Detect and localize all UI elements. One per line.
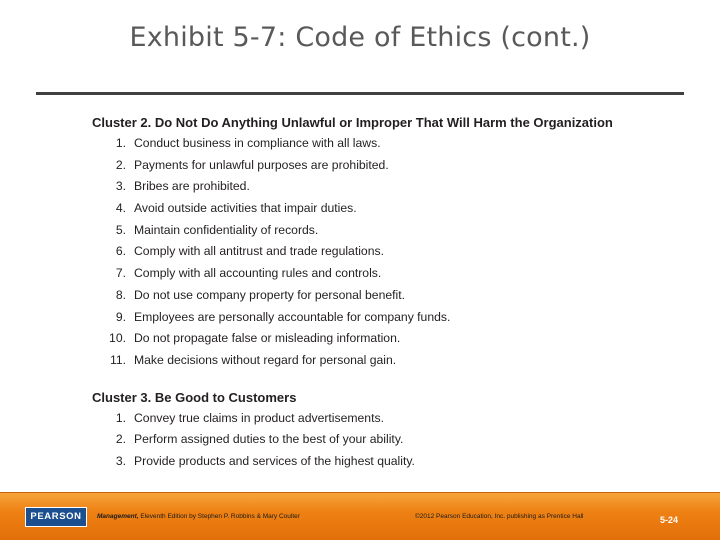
list-item bbox=[92, 133, 652, 155]
item-text: Employees are personally accountable for company funds. bbox=[134, 309, 451, 324]
item-number: 9. bbox=[115, 309, 126, 324]
cluster-3-heading: Cluster 3. Be Good to Customers bbox=[92, 389, 297, 405]
footer-book-credit bbox=[97, 513, 300, 520]
page-number: 5-24 bbox=[660, 515, 679, 525]
item-number: 10. bbox=[109, 331, 126, 346]
list-item bbox=[92, 263, 652, 285]
item-text: Maintain confidentiality of records. bbox=[134, 222, 319, 237]
list-item bbox=[92, 198, 652, 220]
code-of-ethics-exhibit bbox=[92, 113, 652, 473]
item-number: 6. bbox=[115, 244, 126, 259]
item-text: Comply with all accounting rules and controls. bbox=[134, 266, 382, 281]
list-item bbox=[92, 307, 652, 329]
item-text: Conduct business in compliance with all laws. bbox=[134, 136, 381, 150]
item-number: 8. bbox=[115, 287, 126, 302]
item-text: Avoid outside activities that impair duties. bbox=[134, 201, 357, 216]
item-number: 4. bbox=[115, 201, 126, 216]
item-number: 7. bbox=[115, 266, 126, 281]
item-text: Comply with all antitrust and trade regulations. bbox=[134, 244, 384, 259]
item-text: Payments for unlawful purposes are prohibited. bbox=[134, 157, 389, 172]
cluster-2-list bbox=[92, 133, 652, 372]
list-item bbox=[92, 350, 652, 372]
cluster-spacer bbox=[92, 372, 652, 388]
list-item bbox=[92, 241, 652, 263]
list-item bbox=[92, 176, 652, 198]
cluster-2-heading: Cluster 2. Do Not Do Anything Unlawful or Improper That Will Harm the Organization bbox=[92, 115, 613, 130]
list-item bbox=[92, 451, 652, 473]
item-text: Convey true claims in product advertisements. bbox=[134, 410, 384, 425]
list-item bbox=[92, 429, 652, 451]
item-number: 2. bbox=[115, 157, 126, 172]
list-item bbox=[92, 408, 652, 430]
title-divider bbox=[36, 92, 684, 95]
item-text: Provide products and services of the highest quality. bbox=[134, 453, 415, 468]
footer-book-authors: Eleventh Edition by Stephen P. Robbins & Mary Coulter bbox=[138, 513, 300, 520]
item-text: Do not propagate false or misleading information. bbox=[134, 331, 401, 346]
footer-book-title: Management, bbox=[97, 513, 139, 520]
item-text: Bribes are prohibited. bbox=[134, 179, 250, 194]
list-item bbox=[92, 155, 652, 177]
item-number: 5. bbox=[115, 222, 126, 237]
cluster-3-list bbox=[92, 408, 652, 473]
item-text: Perform assigned duties to the best of your ability. bbox=[134, 432, 404, 447]
list-item bbox=[92, 328, 652, 350]
footer-copyright: ©2012 Pearson Education, Inc. publishing as Prentice Hall bbox=[415, 513, 584, 520]
item-number: 2. bbox=[115, 432, 126, 447]
list-item bbox=[92, 285, 652, 307]
pearson-logo: PEARSON bbox=[25, 507, 87, 527]
item-text: Do not use company property for personal benefit. bbox=[134, 287, 405, 302]
item-number: 1. bbox=[115, 136, 126, 150]
item-number: 3. bbox=[115, 179, 126, 194]
list-item bbox=[92, 220, 652, 242]
slide-title: Exhibit 5-7: Code of Ethics (cont.) bbox=[129, 22, 591, 53]
item-number: 11. bbox=[109, 352, 126, 367]
item-text: Make decisions without regard for personal gain. bbox=[134, 352, 397, 367]
item-number: 1. bbox=[115, 410, 126, 425]
item-number: 3. bbox=[115, 453, 126, 468]
